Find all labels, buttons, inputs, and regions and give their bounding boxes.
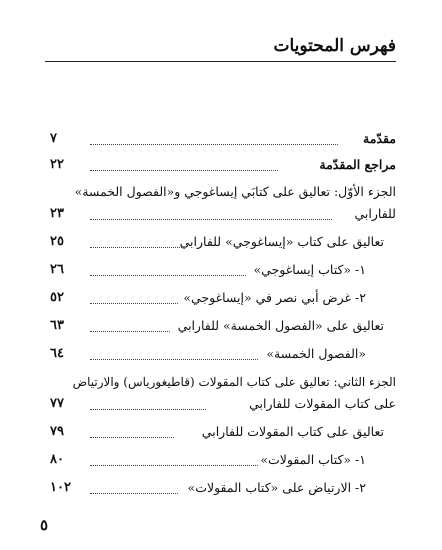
dot-leader bbox=[90, 409, 206, 410]
toc-entry[interactable] bbox=[50, 154, 396, 176]
toc-entry[interactable] bbox=[50, 287, 396, 309]
toc-entry[interactable] bbox=[50, 371, 396, 415]
dot-leader bbox=[90, 247, 184, 248]
title-rule bbox=[45, 61, 396, 62]
toc-entry[interactable] bbox=[50, 181, 396, 225]
toc-entry-label: مراجع المقدّمة bbox=[319, 157, 396, 172]
toc-page-number: ٢٥ bbox=[50, 234, 64, 249]
dot-leader bbox=[90, 437, 174, 438]
toc-page-number: ٧٧ bbox=[50, 396, 64, 411]
toc-entry-label: ٢- الارتياض على «كتاب المقولات» bbox=[187, 480, 366, 495]
toc-entry-label-continued: للفارابي bbox=[354, 206, 396, 221]
toc-page-number: ٨٠ bbox=[50, 452, 64, 467]
toc-entry-label: مقدّمة bbox=[363, 131, 396, 146]
toc-entry-label: ١- «كتاب المقولات» bbox=[260, 452, 366, 467]
dot-leader bbox=[90, 359, 258, 360]
toc-entry-label: الجزء الثاني: تعاليق على كتاب المقولات (قاطيغورياس) والارتياض bbox=[72, 375, 396, 389]
dot-leader bbox=[90, 493, 178, 494]
toc-entry-label: تعاليق على «الفصول الخمسة» للفارابي bbox=[177, 318, 384, 333]
dot-leader bbox=[90, 219, 332, 220]
dot-leader bbox=[90, 465, 258, 466]
toc-page-number: ٦٤ bbox=[50, 346, 64, 361]
dot-leader bbox=[90, 170, 278, 171]
toc-entry-label: تعاليق على كتاب «إيساغوجي» للفارابي bbox=[179, 234, 384, 249]
toc-entry[interactable] bbox=[50, 128, 396, 150]
toc-entry[interactable] bbox=[50, 343, 396, 365]
page-number: ٥ bbox=[40, 516, 49, 534]
dot-leader bbox=[90, 275, 246, 276]
toc-page-number: ٦٣ bbox=[50, 318, 64, 333]
toc-page-number: ٧ bbox=[50, 131, 57, 146]
toc-entry[interactable] bbox=[50, 231, 396, 253]
toc-page-number: ٧٩ bbox=[50, 424, 64, 439]
toc-entry-label: «الفصول الخمسة» bbox=[266, 346, 366, 361]
toc-page-number: ٢٢ bbox=[50, 157, 64, 172]
dot-leader bbox=[90, 331, 170, 332]
toc-page-number: ٢٦ bbox=[50, 262, 64, 277]
toc-page-number: ٥٢ bbox=[50, 290, 64, 305]
toc-entry-label: ٢- غرض أبي نصر في «إيساغوجي» bbox=[183, 290, 366, 305]
toc-page-number: ١٠٢ bbox=[50, 480, 71, 495]
toc-entry[interactable] bbox=[50, 421, 396, 443]
toc-entry[interactable] bbox=[50, 315, 396, 337]
toc-entry-label-continued: على كتاب المقولات للفارابي bbox=[249, 396, 396, 411]
toc-entry[interactable] bbox=[50, 259, 396, 281]
toc-entry-label: تعاليق على كتاب المقولات للفارابي bbox=[201, 424, 384, 439]
toc-entry-label: ١- «كتاب إيساغوجي» bbox=[253, 262, 366, 277]
dot-leader bbox=[90, 303, 178, 304]
dot-leader bbox=[90, 144, 338, 145]
toc-entry-label: الجزء الأوّل: تعاليق على كتابَي إيساغوجي و«الفصول الخمسة» bbox=[74, 184, 396, 199]
toc-entry[interactable] bbox=[50, 449, 396, 471]
page-title: فهرس المحتويات bbox=[273, 36, 396, 56]
toc-page-number: ٢٣ bbox=[50, 206, 64, 221]
toc-entry[interactable] bbox=[50, 477, 396, 499]
